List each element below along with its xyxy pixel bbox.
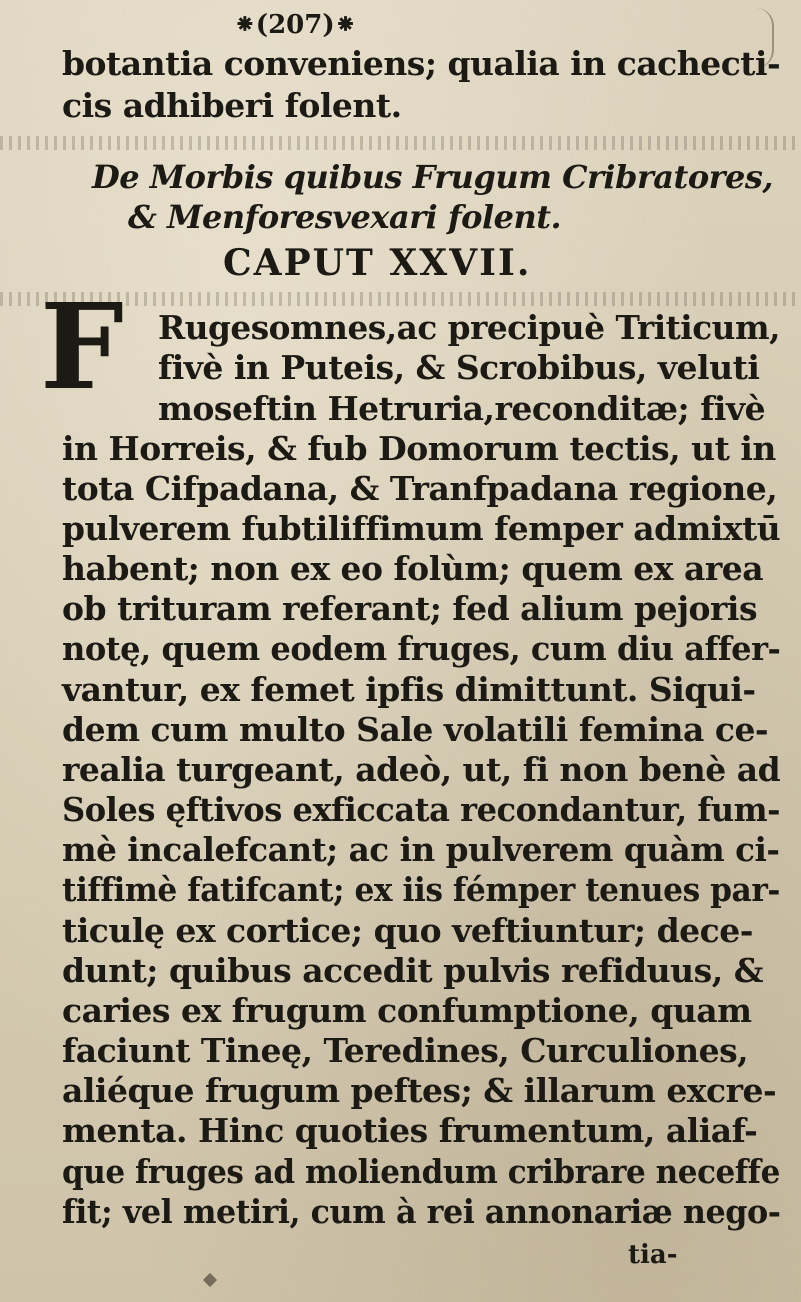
text-line: botantia conveniens; qualia in cachecti- bbox=[62, 44, 781, 83]
page-header: ⁕(207)⁕ bbox=[234, 10, 357, 40]
bleed-through bbox=[0, 136, 801, 150]
text-line: fit; vel metiri, cum à rei annonariæ nego- bbox=[62, 1192, 781, 1231]
text-line: vantur, ex femet ipfis dimittunt. Siqui- bbox=[62, 670, 756, 709]
section-title: & Menforesvexari folent. bbox=[128, 198, 562, 236]
text-line: tota Cifpadana, & Tranfpadana regione, bbox=[62, 469, 778, 508]
text-line: Rugesomnes,ac precipuè Triticum, bbox=[158, 308, 780, 347]
text-line: faciunt Tineę, Teredines, Curculiones, bbox=[62, 1031, 749, 1070]
drop-cap: F bbox=[40, 277, 124, 416]
catchword: tia- bbox=[628, 1240, 678, 1270]
text-line: menta. Hinc quoties frumentum, aliaf- bbox=[62, 1111, 758, 1150]
text-line: dem cum multo Sale volatili femina ce- bbox=[62, 710, 769, 749]
text-line: habent; non ex eo folùm; quem ex area bbox=[62, 549, 764, 588]
text-line: in Horreis, & fub Domorum tectis, ut in bbox=[62, 429, 776, 468]
text-line: realia turgeant, adeò, ut, fi non benè ad bbox=[62, 750, 781, 789]
text-line: moseftin Hetruria,reconditæ; fivè bbox=[158, 389, 766, 428]
text-line: aliéque frugum peftes; & illarum excre- bbox=[62, 1071, 777, 1110]
text-line: pulverem fubtiliffimum femper admixtū bbox=[62, 509, 781, 548]
section-title: De Morbis quibus Frugum Cribratores, bbox=[92, 158, 774, 196]
text-line: cis adhiberi folent. bbox=[62, 86, 402, 125]
ink-mark bbox=[203, 1273, 217, 1287]
text-line: que fruges ad moliendum cribrare neceffe bbox=[62, 1152, 780, 1191]
text-line: fivè in Puteis, & Scrobibus, veluti bbox=[158, 348, 760, 387]
text-line: ticulę ex cortice; quo veftiuntur; dece- bbox=[62, 911, 753, 950]
text-line: ob trituram referant; fed alium pejoris bbox=[62, 589, 758, 628]
text-line: Soles ęftivos exficcata recondantur, fum- bbox=[62, 790, 781, 829]
text-line: dunt; quibus accedit pulvis refiduus, & bbox=[62, 951, 764, 990]
text-line: caries ex frugum confumptione, quam bbox=[62, 991, 752, 1030]
text-line: mè incalefcant; ac in pulverem quàm ci- bbox=[62, 830, 780, 869]
chapter-heading: CAPUT XXVII. bbox=[223, 242, 532, 284]
text-line: notę, quem eodem fruges, cum diu affer- bbox=[62, 629, 781, 668]
text-line: tiffimè fatifcant; ex iis fémper tenues par- bbox=[62, 870, 780, 909]
